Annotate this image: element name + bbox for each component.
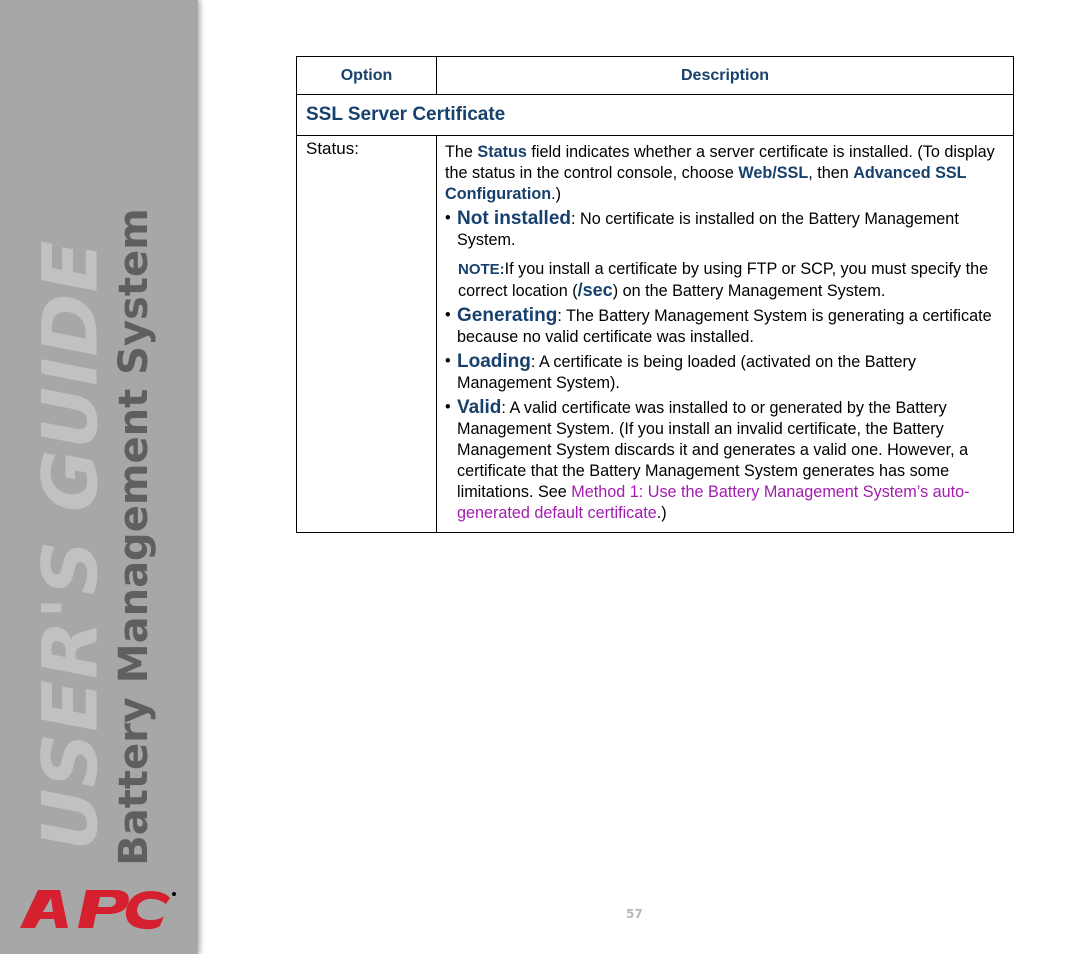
bullet-icon: • [445, 306, 451, 324]
method-1-link[interactable]: Method 1: Use the Battery Management System’s auto-generated default certificate [457, 483, 970, 522]
list-item [445, 351, 1003, 394]
intro-text: The [445, 143, 478, 161]
header-option: Option [297, 57, 437, 95]
list-item [445, 208, 1003, 251]
product-subtitle: Battery Management System [111, 208, 157, 866]
apc-logo [20, 886, 180, 934]
page-number: 57 [626, 907, 643, 921]
advanced-ssl-keyword: Advanced SSL Configuration [445, 164, 967, 203]
bullet-term: Not installed [457, 208, 572, 229]
users-guide-title: USER'S GUIDE [25, 239, 115, 851]
intro-text: field indicates whether a server certificate is installed. (To display the status in the control console, choose [445, 143, 995, 182]
web-ssl-keyword: Web/SSL [738, 164, 809, 182]
option-name: Status: [297, 136, 437, 533]
bullet-text: : No certificate is installed on the Battery Management System. [457, 210, 959, 249]
note-text: ) on the Battery Management System. [612, 282, 886, 300]
bullet-text: : The Battery Management System is generating a certificate because no valid certificate was installed. [457, 307, 992, 346]
list-item [445, 397, 1003, 524]
header-description: Description [437, 57, 1014, 95]
bullet-term: Generating [457, 305, 558, 326]
intro-paragraph [445, 142, 1003, 205]
bullet-text: : A valid certificate was installed to or generated by the Battery Management System. (If you install an invalid certificate, the Battery Management System discards it and generates a valid one. However, a certificate that the Battery Management System generates has some limitations. See [457, 399, 969, 501]
bullet-icon: • [445, 209, 451, 227]
table-header-row [297, 57, 1014, 95]
bullet-term: Loading [457, 351, 531, 372]
table-row [297, 136, 1014, 533]
options-table [296, 56, 1014, 533]
bullet-icon: • [445, 352, 451, 370]
bullet-text: : A certificate is being loaded (activated on the Battery Management System). [457, 353, 917, 392]
note [458, 259, 1003, 302]
note-text: If you install a certificate by using FTP or SCP, you must specify the correct location ( [458, 260, 989, 300]
section-title: SSL Server Certificate [297, 95, 1014, 136]
sec-path-keyword: /sec [577, 280, 613, 300]
bullet-text: .) [656, 504, 667, 522]
bullet-icon: • [445, 398, 451, 416]
intro-text: .) [551, 185, 561, 203]
list-item [445, 305, 1003, 348]
bullet-term: Valid [457, 397, 502, 418]
intro-text: , then [808, 164, 854, 182]
sidebar [0, 0, 198, 954]
option-description [437, 136, 1014, 533]
section-row [297, 95, 1014, 136]
note-label: NOTE: [458, 261, 505, 278]
status-keyword: Status [477, 143, 527, 161]
